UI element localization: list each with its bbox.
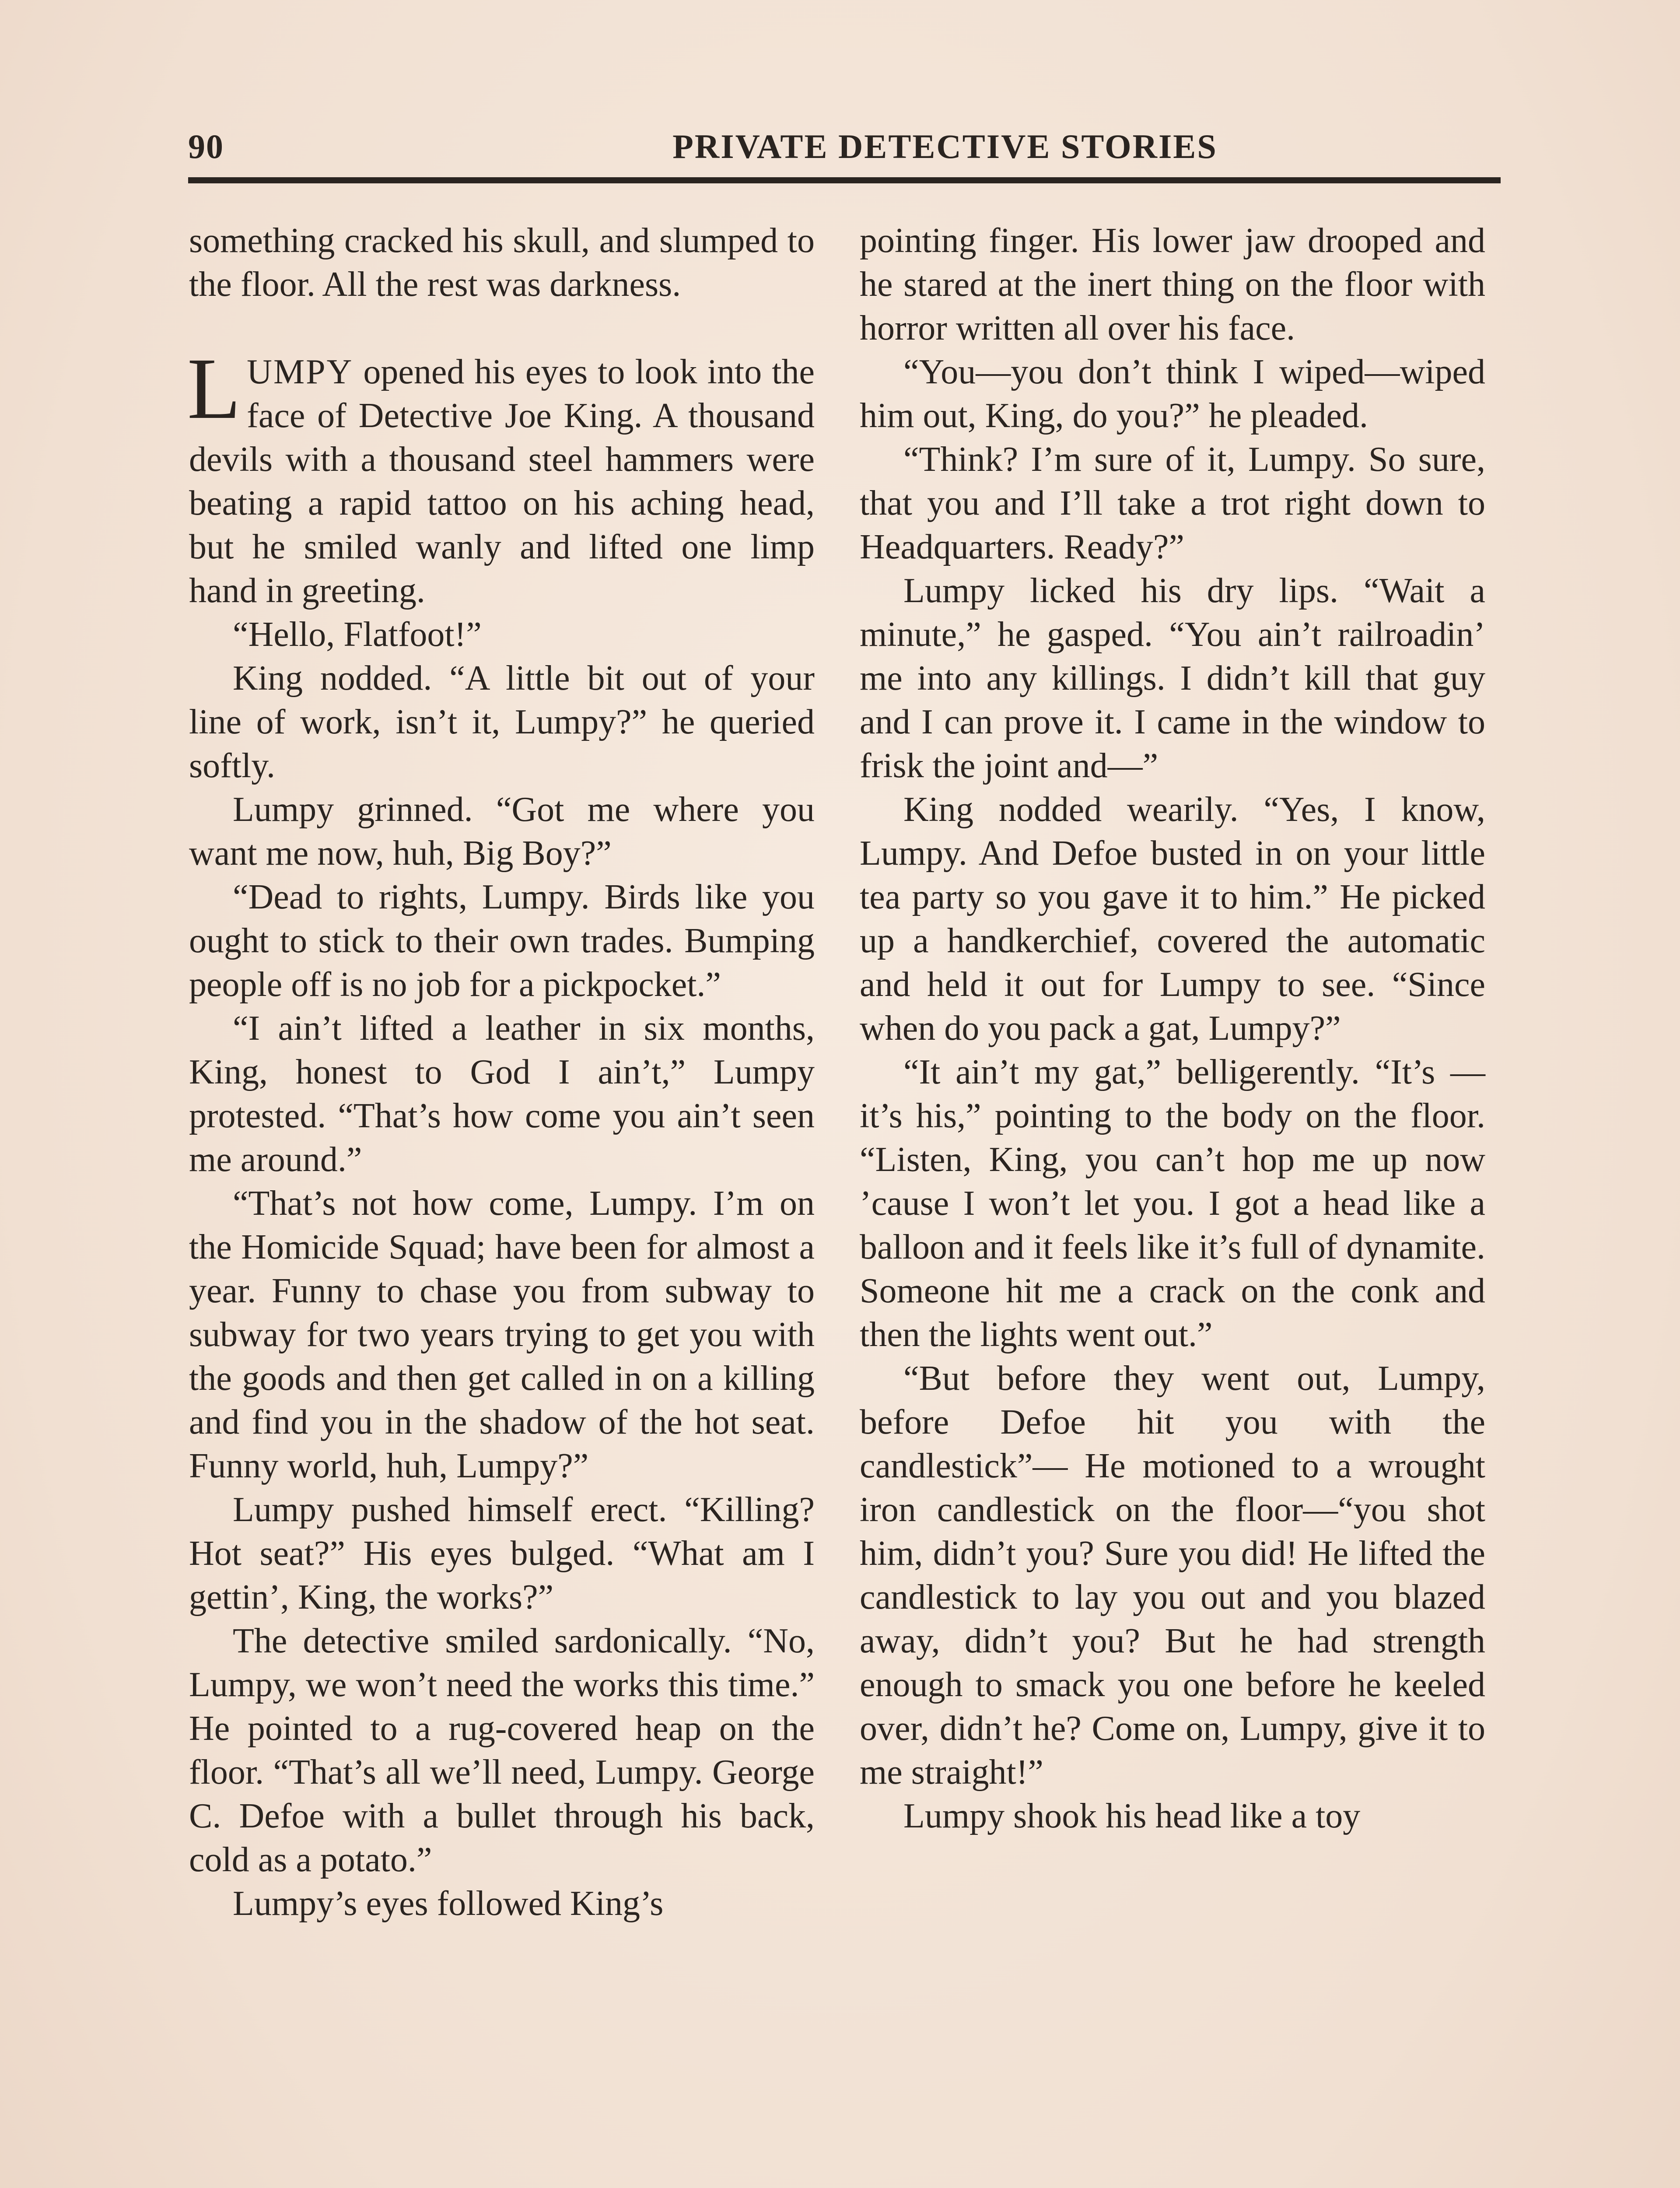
paragraph: “I ain’t lifted a leather in six months, King, honest to God I ain’t,” Lumpy protested. “That’s how come you ain’t seen me around.”	[189, 1009, 815, 1179]
drop-cap: L	[187, 340, 241, 437]
paragraph: “But before they went out, Lumpy, before Defoe hit you with the candlestick”— He motioned to a wrought iron candlestick on the floor—“you shot him, didn’t you? Sure you did! He lifted the candlestick to lay you out and you blazed away, didn’t you? But he had strength enough to smack you one before he keeled over, didn’t he? Come on, Lumpy, give it to me straight!”	[860, 1359, 1485, 1792]
right-column	[860, 219, 1485, 1838]
paragraph: Lumpy licked his dry lips. “Wait a minute,” he gasped. “You ain’t railroadin’ me into any killings. I didn’t kill that guy and I can prove it. I came in the window to frisk the joint and—”	[860, 572, 1485, 785]
paragraph: Lumpy pushed himself erect. “Killing? Hot seat?” His eyes bulged. “What am I gettin’, King, the works?”	[189, 1490, 815, 1616]
page-header	[188, 118, 1501, 166]
paragraph: The detective smiled sardonically. “No, Lumpy, we won’t need the works this time.” He pointed to a rug-covered heap on the floor. “That’s all we’ll need, Lumpy. George C. Defoe with a bullet through his back, cold as a potato.”	[189, 1622, 815, 1879]
paragraph-text: opened his eyes to look into the face of Detective Joe King. A thousand devils with a thousand steel hammers were beating a rapid tattoo on his aching head, but he smiled wanly and lifted one limp hand in greeting.	[189, 353, 815, 610]
paragraph: Lumpy’s eyes followed King’s	[233, 1884, 664, 1923]
left-column	[189, 219, 815, 1925]
paragraph: “Hello, Flatfoot!”	[233, 615, 482, 654]
running-title: PRIVATE DETECTIVE STORIES	[672, 127, 1218, 165]
paragraph: Lumpy shook his head like a toy	[903, 1797, 1361, 1835]
paragraph: “You—you don’t think I wiped—wiped him out, King, do you?” he pleaded.	[860, 353, 1485, 435]
paragraph: “Dead to rights, Lumpy. Birds like you ought to stick to their own trades. Bumping people off is no job for a pickpocket.”	[189, 878, 815, 1004]
paragraph: King nodded. “A little bit out of your line of work, isn’t it, Lumpy?” he queried softly.	[189, 659, 815, 785]
paragraph: pointing finger. His lower jaw drooped and he stared at the inert thing on the floor with horror written all over his face.	[860, 221, 1485, 347]
paragraph: “It ain’t my gat,” belligerently. “It’s —it’s his,” pointing to the body on the floor. “Listen, King, you can’t hop me up now ’cause I won’t let you. I got a head like a balloon and it feels like it’s full of dynamite. Someone hit me a crack on the conk and then the lights went out.”	[860, 1053, 1485, 1354]
small-caps-opening: UMPY	[247, 353, 354, 391]
paragraph-dropcap	[187, 340, 815, 613]
paragraph: “Think? I’m sure of it, Lumpy. So sure, that you and I’ll take a trot right down to Headquarters. Ready?”	[860, 440, 1485, 566]
paragraph: King nodded wearily. “Yes, I know, Lumpy. And Defoe busted in on your little tea party so you gave it to him.” He picked up a handkerchief, covered the automatic and held it out for Lumpy to see. “Since when do you pack a gat, Lumpy?”	[860, 790, 1485, 1048]
page-number: 90	[188, 127, 224, 165]
section-break	[189, 306, 815, 350]
header-rule	[188, 177, 1501, 183]
paragraph: “That’s not how come, Lumpy. I’m on the Homicide Squad; have been for almost a year. Funny to chase you from subway to subway for two years trying to get you with the goods and then get called in on a killing and find you in the shadow of the hot seat. Funny world, huh, Lumpy?”	[189, 1184, 815, 1485]
paragraph: Lumpy grinned. “Got me where you want me now, huh, Big Boy?”	[189, 790, 815, 873]
paragraph: something cracked his skull, and slumped to the floor. All the rest was darkness.	[189, 221, 815, 304]
